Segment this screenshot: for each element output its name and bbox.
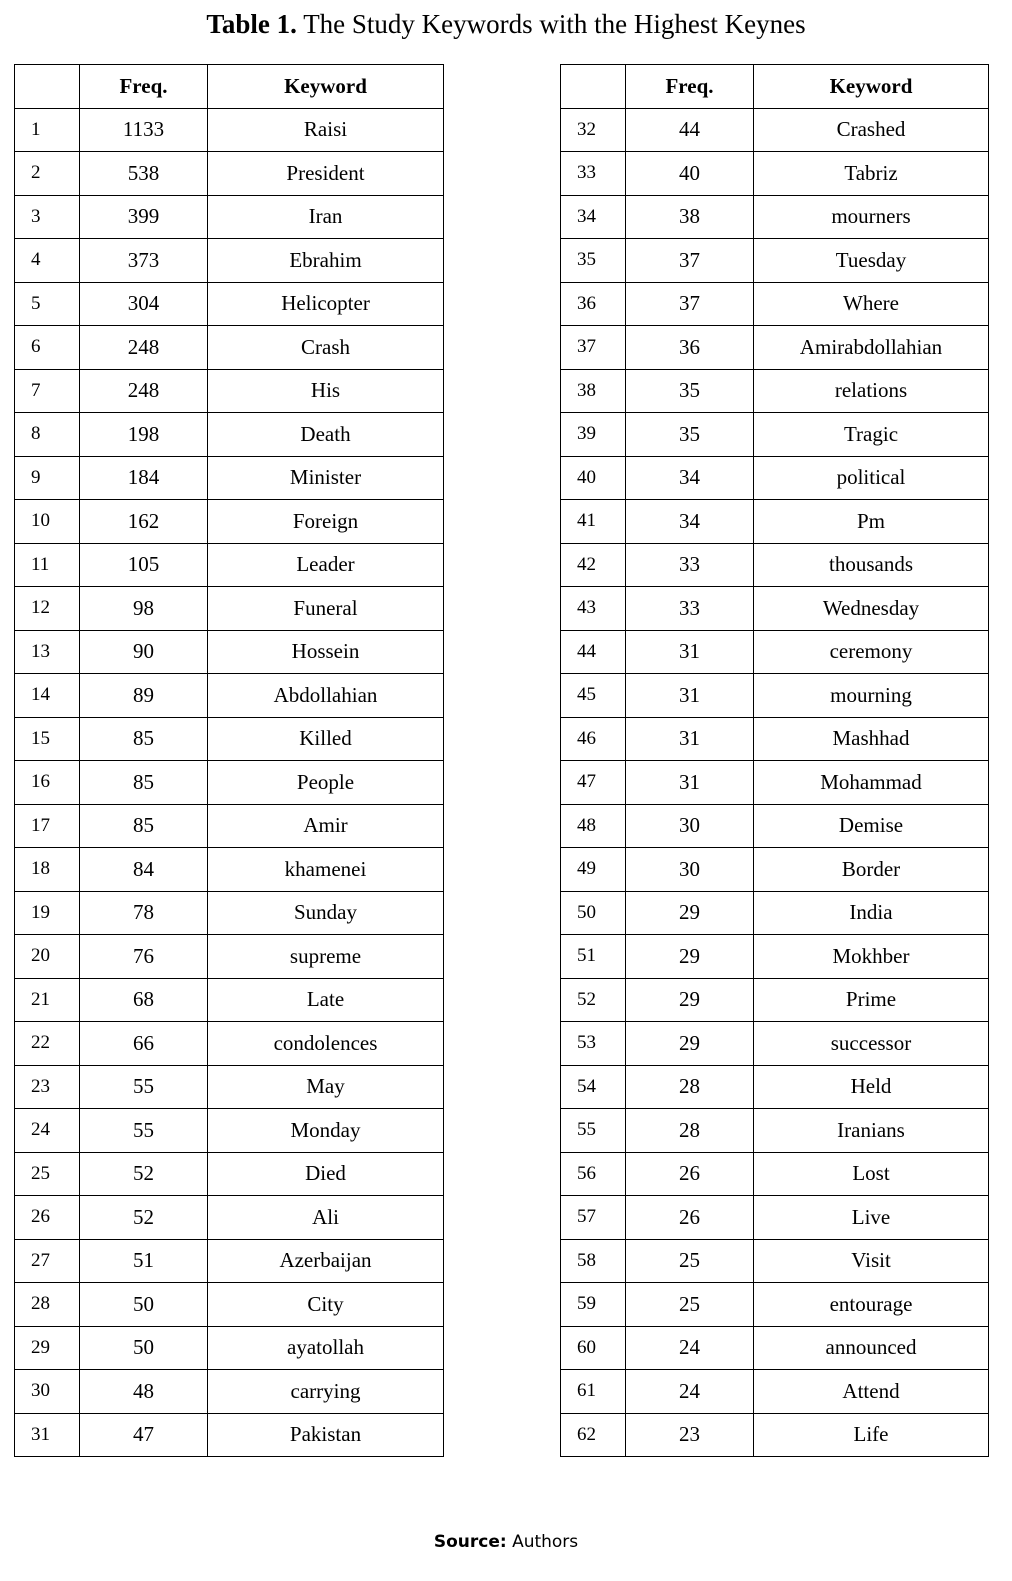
row-freq: 31 [626, 674, 754, 718]
table-row [15, 978, 444, 1022]
row-freq: 66 [80, 1022, 208, 1066]
row-keyword: Crashed [754, 108, 989, 152]
row-keyword: Tuesday [754, 239, 989, 283]
row-index: 5 [15, 282, 80, 326]
row-index: 6 [15, 326, 80, 370]
row-freq: 373 [80, 239, 208, 283]
row-index: 12 [15, 587, 80, 631]
table-row [15, 543, 444, 587]
row-keyword: Attend [754, 1370, 989, 1414]
table-row [561, 891, 989, 935]
table-row [561, 543, 989, 587]
row-freq: 84 [80, 848, 208, 892]
table-row [561, 717, 989, 761]
table-row [15, 674, 444, 718]
row-index: 46 [561, 717, 626, 761]
row-keyword: carrying [208, 1370, 444, 1414]
row-keyword: Funeral [208, 587, 444, 631]
row-index: 58 [561, 1239, 626, 1283]
table-caption [0, 6, 1012, 42]
row-index: 8 [15, 413, 80, 457]
row-index: 4 [15, 239, 80, 283]
keyword-header: Keyword [754, 65, 989, 109]
row-freq: 85 [80, 804, 208, 848]
row-keyword: Life [754, 1413, 989, 1457]
row-keyword: Mohammad [754, 761, 989, 805]
table-row [15, 804, 444, 848]
row-keyword: Amir [208, 804, 444, 848]
row-keyword: condolences [208, 1022, 444, 1066]
row-index: 29 [15, 1326, 80, 1370]
row-freq: 184 [80, 456, 208, 500]
row-keyword: Hossein [208, 630, 444, 674]
row-keyword: Tabriz [754, 152, 989, 196]
row-keyword: Killed [208, 717, 444, 761]
row-freq: 40 [626, 152, 754, 196]
row-freq: 50 [80, 1326, 208, 1370]
row-freq: 30 [626, 804, 754, 848]
row-index: 33 [561, 152, 626, 196]
row-freq: 35 [626, 369, 754, 413]
table-row [15, 1109, 444, 1153]
row-keyword: Foreign [208, 500, 444, 544]
table-row [15, 761, 444, 805]
row-freq: 24 [626, 1326, 754, 1370]
row-keyword: Iranians [754, 1109, 989, 1153]
row-keyword: President [208, 152, 444, 196]
row-freq: 98 [80, 587, 208, 631]
row-keyword: Ebrahim [208, 239, 444, 283]
table-row [561, 1370, 989, 1414]
row-keyword: Minister [208, 456, 444, 500]
row-freq: 34 [626, 500, 754, 544]
row-keyword: His [208, 369, 444, 413]
row-freq: 48 [80, 1370, 208, 1414]
row-index: 40 [561, 456, 626, 500]
row-index: 37 [561, 326, 626, 370]
row-keyword: Live [754, 1196, 989, 1240]
row-freq: 399 [80, 195, 208, 239]
row-keyword: Died [208, 1152, 444, 1196]
table-row [561, 369, 989, 413]
table-row [15, 152, 444, 196]
row-freq: 30 [626, 848, 754, 892]
row-freq: 36 [626, 326, 754, 370]
row-freq: 51 [80, 1239, 208, 1283]
row-index: 7 [15, 369, 80, 413]
row-keyword: Pm [754, 500, 989, 544]
table-row [561, 282, 989, 326]
row-freq: 248 [80, 369, 208, 413]
row-index: 22 [15, 1022, 80, 1066]
row-freq: 33 [626, 587, 754, 631]
row-keyword: successor [754, 1022, 989, 1066]
row-index: 28 [15, 1283, 80, 1327]
row-index: 52 [561, 978, 626, 1022]
table-row [15, 326, 444, 370]
row-freq: 89 [80, 674, 208, 718]
table-row [15, 1370, 444, 1414]
table-row [561, 1239, 989, 1283]
table-row [561, 978, 989, 1022]
table-row [15, 1196, 444, 1240]
table-row [15, 1065, 444, 1109]
row-index: 14 [15, 674, 80, 718]
table-row [561, 761, 989, 805]
header-row [15, 65, 444, 109]
row-index: 19 [15, 891, 80, 935]
row-freq: 78 [80, 891, 208, 935]
row-freq: 76 [80, 935, 208, 979]
row-index: 18 [15, 848, 80, 892]
table-row [561, 326, 989, 370]
row-index: 2 [15, 152, 80, 196]
row-index: 32 [561, 108, 626, 152]
table-row [15, 848, 444, 892]
row-index: 51 [561, 935, 626, 979]
row-keyword: Azerbaijan [208, 1239, 444, 1283]
row-keyword: Mashhad [754, 717, 989, 761]
row-keyword: Mokhber [754, 935, 989, 979]
table-row [561, 413, 989, 457]
row-index: 21 [15, 978, 80, 1022]
row-keyword: Amirabdollahian [754, 326, 989, 370]
table-row [561, 630, 989, 674]
row-freq: 44 [626, 108, 754, 152]
table-row [15, 630, 444, 674]
row-index: 49 [561, 848, 626, 892]
row-keyword: supreme [208, 935, 444, 979]
row-freq: 26 [626, 1152, 754, 1196]
keyword-table-left [14, 64, 444, 1457]
row-keyword: Sunday [208, 891, 444, 935]
table-row [15, 1283, 444, 1327]
row-keyword: ceremony [754, 630, 989, 674]
table-row [561, 195, 989, 239]
row-keyword: Death [208, 413, 444, 457]
row-freq: 31 [626, 761, 754, 805]
row-keyword: Demise [754, 804, 989, 848]
index-header [15, 65, 80, 109]
row-freq: 248 [80, 326, 208, 370]
row-keyword: May [208, 1065, 444, 1109]
row-index: 47 [561, 761, 626, 805]
table-row [561, 152, 989, 196]
table-row [561, 108, 989, 152]
row-keyword: khamenei [208, 848, 444, 892]
table-row [15, 108, 444, 152]
table-row [15, 456, 444, 500]
row-keyword: Wednesday [754, 587, 989, 631]
row-index: 60 [561, 1326, 626, 1370]
row-index: 45 [561, 674, 626, 718]
row-freq: 162 [80, 500, 208, 544]
row-freq: 29 [626, 1022, 754, 1066]
table-row [561, 935, 989, 979]
table-row [561, 239, 989, 283]
table-row [15, 1326, 444, 1370]
table-row [561, 848, 989, 892]
row-index: 16 [15, 761, 80, 805]
row-freq: 34 [626, 456, 754, 500]
row-keyword: Pakistan [208, 1413, 444, 1457]
table-row [15, 891, 444, 935]
row-index: 41 [561, 500, 626, 544]
table-row [561, 1283, 989, 1327]
row-index: 44 [561, 630, 626, 674]
row-keyword: Prime [754, 978, 989, 1022]
row-keyword: Crash [208, 326, 444, 370]
row-keyword: entourage [754, 1283, 989, 1327]
row-freq: 55 [80, 1109, 208, 1153]
table-row [561, 1022, 989, 1066]
row-freq: 47 [80, 1413, 208, 1457]
table-row [561, 1326, 989, 1370]
row-index: 23 [15, 1065, 80, 1109]
row-freq: 105 [80, 543, 208, 587]
row-freq: 538 [80, 152, 208, 196]
table-row [15, 282, 444, 326]
caption-label: Table 1. [206, 9, 297, 39]
row-index: 25 [15, 1152, 80, 1196]
table-row [561, 1109, 989, 1153]
row-keyword: relations [754, 369, 989, 413]
row-index: 35 [561, 239, 626, 283]
table-row [15, 500, 444, 544]
table-row [561, 1196, 989, 1240]
row-index: 62 [561, 1413, 626, 1457]
row-index: 13 [15, 630, 80, 674]
row-keyword: India [754, 891, 989, 935]
table-row [561, 587, 989, 631]
row-index: 59 [561, 1283, 626, 1327]
table-row [15, 195, 444, 239]
row-index: 24 [15, 1109, 80, 1153]
table-row [15, 1239, 444, 1283]
freq-header: Freq. [80, 65, 208, 109]
row-freq: 304 [80, 282, 208, 326]
row-freq: 90 [80, 630, 208, 674]
row-keyword: political [754, 456, 989, 500]
row-keyword: Iran [208, 195, 444, 239]
row-keyword: mourners [754, 195, 989, 239]
caption-text: The Study Keywords with the Highest Keynes [303, 9, 806, 39]
row-keyword: Lost [754, 1152, 989, 1196]
table-row [561, 1065, 989, 1109]
table-row [15, 1413, 444, 1457]
row-freq: 35 [626, 413, 754, 457]
row-index: 15 [15, 717, 80, 761]
row-freq: 28 [626, 1065, 754, 1109]
table-row [561, 500, 989, 544]
row-keyword: Where [754, 282, 989, 326]
row-freq: 29 [626, 978, 754, 1022]
row-index: 42 [561, 543, 626, 587]
row-index: 53 [561, 1022, 626, 1066]
row-index: 9 [15, 456, 80, 500]
table-row [561, 456, 989, 500]
table-row [15, 369, 444, 413]
table-row [561, 1152, 989, 1196]
row-keyword: Helicopter [208, 282, 444, 326]
row-freq: 50 [80, 1283, 208, 1327]
row-index: 11 [15, 543, 80, 587]
header-row [561, 65, 989, 109]
table-row [15, 587, 444, 631]
row-freq: 31 [626, 717, 754, 761]
row-index: 36 [561, 282, 626, 326]
row-freq: 24 [626, 1370, 754, 1414]
keyword-header: Keyword [208, 65, 444, 109]
row-index: 50 [561, 891, 626, 935]
table-row [561, 674, 989, 718]
row-freq: 29 [626, 891, 754, 935]
row-freq: 23 [626, 1413, 754, 1457]
row-keyword: Visit [754, 1239, 989, 1283]
row-freq: 26 [626, 1196, 754, 1240]
row-freq: 33 [626, 543, 754, 587]
source-text: Authors [512, 1532, 579, 1552]
row-freq: 25 [626, 1239, 754, 1283]
row-index: 20 [15, 935, 80, 979]
row-keyword: Ali [208, 1196, 444, 1240]
row-freq: 38 [626, 195, 754, 239]
row-keyword: People [208, 761, 444, 805]
row-freq: 85 [80, 717, 208, 761]
source-label: Source: [433, 1532, 507, 1552]
row-freq: 28 [626, 1109, 754, 1153]
row-freq: 1133 [80, 108, 208, 152]
freq-header: Freq. [626, 65, 754, 109]
table-row [561, 1413, 989, 1457]
keyword-table-right [560, 64, 989, 1457]
row-freq: 52 [80, 1152, 208, 1196]
row-index: 34 [561, 195, 626, 239]
row-index: 57 [561, 1196, 626, 1240]
index-header [561, 65, 626, 109]
row-keyword: ayatollah [208, 1326, 444, 1370]
row-index: 17 [15, 804, 80, 848]
row-keyword: thousands [754, 543, 989, 587]
row-freq: 198 [80, 413, 208, 457]
row-index: 26 [15, 1196, 80, 1240]
source-note [0, 1532, 1012, 1552]
row-index: 3 [15, 195, 80, 239]
row-freq: 29 [626, 935, 754, 979]
row-freq: 37 [626, 239, 754, 283]
row-index: 55 [561, 1109, 626, 1153]
row-index: 38 [561, 369, 626, 413]
row-index: 27 [15, 1239, 80, 1283]
row-index: 48 [561, 804, 626, 848]
row-keyword: City [208, 1283, 444, 1327]
row-keyword: Monday [208, 1109, 444, 1153]
row-keyword: Tragic [754, 413, 989, 457]
row-freq: 55 [80, 1065, 208, 1109]
row-index: 30 [15, 1370, 80, 1414]
row-keyword: Border [754, 848, 989, 892]
table-row [15, 935, 444, 979]
row-freq: 31 [626, 630, 754, 674]
row-index: 1 [15, 108, 80, 152]
row-index: 56 [561, 1152, 626, 1196]
row-index: 10 [15, 500, 80, 544]
table-row [15, 1152, 444, 1196]
row-index: 39 [561, 413, 626, 457]
table-row [15, 1022, 444, 1066]
table-row [15, 239, 444, 283]
row-freq: 52 [80, 1196, 208, 1240]
row-freq: 25 [626, 1283, 754, 1327]
row-keyword: mourning [754, 674, 989, 718]
table-row [15, 413, 444, 457]
row-freq: 37 [626, 282, 754, 326]
row-keyword: Raisi [208, 108, 444, 152]
row-keyword: Late [208, 978, 444, 1022]
table-row [15, 717, 444, 761]
row-freq: 85 [80, 761, 208, 805]
row-index: 43 [561, 587, 626, 631]
row-index: 54 [561, 1065, 626, 1109]
table-row [561, 804, 989, 848]
row-freq: 68 [80, 978, 208, 1022]
row-keyword: Held [754, 1065, 989, 1109]
row-keyword: Leader [208, 543, 444, 587]
row-keyword: Abdollahian [208, 674, 444, 718]
row-keyword: announced [754, 1326, 989, 1370]
row-index: 61 [561, 1370, 626, 1414]
row-index: 31 [15, 1413, 80, 1457]
